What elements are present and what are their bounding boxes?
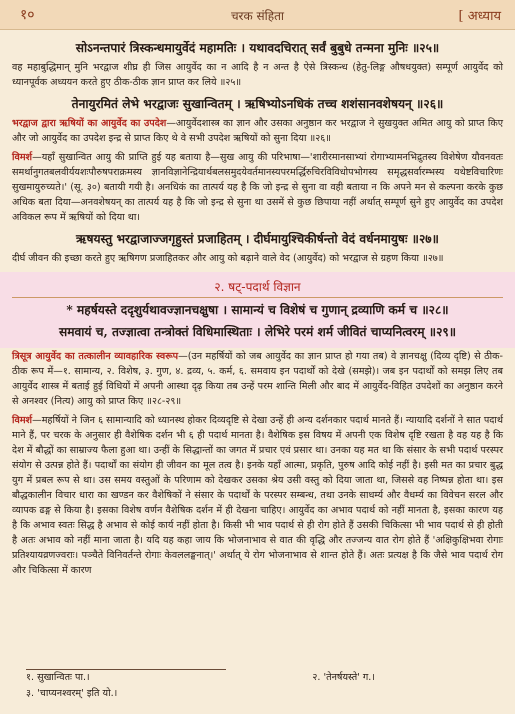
section-title: २. षट्-पदार्थ विज्ञान [12,278,503,298]
verse-28-29-vimarsha [12,413,503,578]
verse-29-shloka: समवायं च, तज्ज्ञात्वा तन्त्रोक्तं विधिमास्थिताः । लेभिरे परमं शर्म जीवितं चाप्यनित्वरम् ॥२९॥ [58,325,457,339]
footnote-3: ३. 'चाप्यनश्वरम्' इति यो.। [26,688,118,699]
page-number: १० [20,7,35,23]
verse-26-heading: भरद्वाज द्वारा ऋषियों का आयुर्वेद का उपदेश [12,118,167,129]
verse-26-gloss-text: —आयुर्वेदशास्त्र का ज्ञान और उसका अनुष्ठान कर भरद्वाज ने सुखयुक्त अमित आयु को प्राप्त किए और जो आयुर्वेद का उपदेश इन्द्र से प्राप्त किए थे वे सभी उपदेश ऋषियों को सुना दिया ॥२६॥ [12,118,503,144]
page-content [12,36,503,582]
verse-27-gloss: दीर्घ जीवन की इच्छा करते हुए ऋषिगण प्रजाहितकर और आयु को बढ़ाने वाले वेद (आयुर्वेद) को भरद्वाज से ग्रहण किया ॥२७॥ [12,253,444,264]
verse-25-gloss: वह महाबुद्धिमान् मुनि भरद्वाज शीघ्र ही जिस आयुर्वेद का न आदि है न अन्त है ऐसे त्रिस्कन्ध (हेतु-लिङ्ग औषधयुक्त) सम्पूर्ण आयुर्वेद को ध्यानपूर्वक अध्ययन करते हुए ठीक-ठीक ज्ञान प्राप्त कर लिये ॥२५॥ [12,62,503,88]
footnotes [26,663,495,702]
chapter-label: [ अध्याय [458,9,501,24]
trisutra-heading: त्रिसूत्र आयुर्वेद का तत्कालीन व्यावहारिक स्वरूप [12,351,179,362]
verse-28-29-gloss-text: —(उन महर्षियों को जब आयुर्वेद का ज्ञान प्राप्त हो गया तब) वे ज्ञानचक्षु (दिव्य दृष्टि) से ठीक-ठीक रूप में—१. सामान्य, २. विशेष, ३. गुण, ४. द्रव्य, ५. कर्म, ६. समवाय इन पदार्थों को देखे (समझे)। जब इन पदार्थों को समझ लिए तब आयुर्वेद शास्त्र में बताई हुई विधियों में अपनी आस्था दृढ़ किया तब उन्हें परम शान्ति मिली और बाद में आयुर्वेद-विहित उपदेशों का अनुष्ठान करने से अनश्वर (नित्य) आयु को प्राप्त किए ॥२८-२९॥ [12,351,503,407]
verse-25-shloka: सोऽनन्तपारं त्रिस्कन्धमायुर्वेदं महामतिः । यथावदचिरात् सर्वं बुबुधे तन्मना मुनिः ॥२५॥ [75,41,440,55]
footnote-row [26,670,495,686]
verse-28-29-gloss [12,349,503,409]
verse-26-shloka: तेनायुरमितं लेभे भरद्वाजः सुखान्वितम् । ऋषिभ्योऽनधिकं तच्च शशंसानवशेषयन् ॥२६॥ [71,97,444,111]
verse-26-gloss [12,116,503,146]
verse-28-shloka: * महर्षयस्ते ददृशुर्यथावज्ज्ञानचक्षुषा । सामान्यं च विशेषं च गुणान् द्रव्याणि कर्म च ॥२८॥ [66,303,449,317]
footnote-2: २. 'तेनर्षयस्ते' ग.। [312,672,375,683]
section-shat-padartha [0,272,515,348]
verse-27-shloka: ऋषयस्तु भरद्वाजाज्जगृहुस्तं प्रजाहितम् । दीर्घमायुश्चिकीर्षन्तो वेदं वर्धनमायुषः ॥२७॥ [76,232,439,246]
vimarsha-text: —यहाँ सुखान्वित आयु की प्राप्ति हुई यह बताया है—सुख आयु की परिभाषा—'शारीरमानसाभ्यां रोगाभ्यामनभिद्रुतस्य विशेषेण यौवनवतः समर्थानुगतबलवीर्ययशःपौरुषपराक्रमस्य ज्ञानविज्ञानेन्द्रियार्थबलसमुदयेवर्तमानस्यपरमर्द्धिरुचिरविविधोपभोगस्य समृद्धसर्वारम्भस्य यथेष्टविचारिणः सुखमायुरुच्यते।' (सू. ३०) बतायी गयी है। अनधिकं का तात्पर्य यह है कि जो इन्द्र से सुना वा वही बताया न कि अपने मन से कल्पना करके कुछ अधिक बता दिया—अनवशेषयन् का तात्पर्य यह है कि जो इन्द्र से सुना था उसमें से कुछ छिपाया नहीं अर्थात् सम्पूर्ण सुने हुए आयुर्वेद का उपदेश अविकल रूप में ऋषियों को दिया था। [12,152,503,223]
vimarsha-label-2: विमर्श [12,415,33,426]
vimarsha-label: विमर्श [12,152,33,163]
page-header [0,0,515,30]
book-title: चरक संहिता [230,9,285,23]
vimarsha-text-2: —महर्षियों ने जिन ६ सामान्यादि को ध्यानस्थ होकर दिव्यदृष्टि से देखा उन्हें ही अन्य दर्शनकार पदार्थ मानते हैं। न्यायादि दर्शनों ने सात पदार्थ माने हैं, पर चरक के अनुसार ही वैशेषिक दर्शन भी ६ ही पदार्थ मानता है। वैशेषिक इस विषय में अपनी एक विशेष दृष्टि रखता है वह यह है कि देश में बौद्धों का साम्राज्य फैला हुआ था। उन्हीं के सिद्धान्तों का जगत में प्रचार एवं प्रसार था। उनका यह मत था कि संसार के सभी पदार्थ परस्पर संयोग से उत्पन्न होते हैं। पदार्थों का संयोग ही जीवन का मूल तत्व है। इनके यहाँ आत्मा, प्रकृति, पुरुष आदि कोई नहीं है। इसी मत का प्रचार बुद्ध युग में प्रबल रूप से था। उस समय वस्तुओं के परिणाम को देखकर उसका श्रेय उसी वस्तु को दिया जाता था, जिससे वह निष्पन्न होता था। इस बौद्धकालीन विचार धारा का खण्डन कर वैशेषिकों ने संसार के पदार्थों के परस्पर सम्बन्ध, तथा उनके साधर्म्य और वैधर्म्य का विवेचन सरल और व्यापक ढङ्ग से किया है। इसका विशेष वर्णन वैशेषिक दर्शन में ही देखना चाहिए। आयुर्वेद का अभाव पदार्थ को नहीं मानता है, इसका कारण यह है कि अभाव स्वतः सिद्ध है अभाव से कोई कार्य नहीं होता है। किसी भी भाव पदार्थ से ही रोग होते हैं उसकी चिकित्सा भी भाव पदार्थ से ही होती है अतः अभाव को नहीं माना जाता है। यदि यह कहा जाय कि भोजनाभाव से वात की वृद्धि और तज्जन्य वात रोग होते हैं 'अक्षिकुक्षिभवा रोगाः प्रतिश्यायव्रणज्वराः। पञ्चैते विनिवर्तन्ते रोगाः केवललङ्घनात्।' अर्थात् ये रोग भोजनाभाव से शान्त होते हैं। अतः प्रत्यक्ष है कि जैसे भाव पदार्थ रोग और चिकित्सा में कारण [12,415,503,576]
footnote-row-2 [26,686,495,702]
footnote-1: १. सुखान्वितः पा.। [26,672,90,683]
verse-26-vimarsha [12,150,503,225]
